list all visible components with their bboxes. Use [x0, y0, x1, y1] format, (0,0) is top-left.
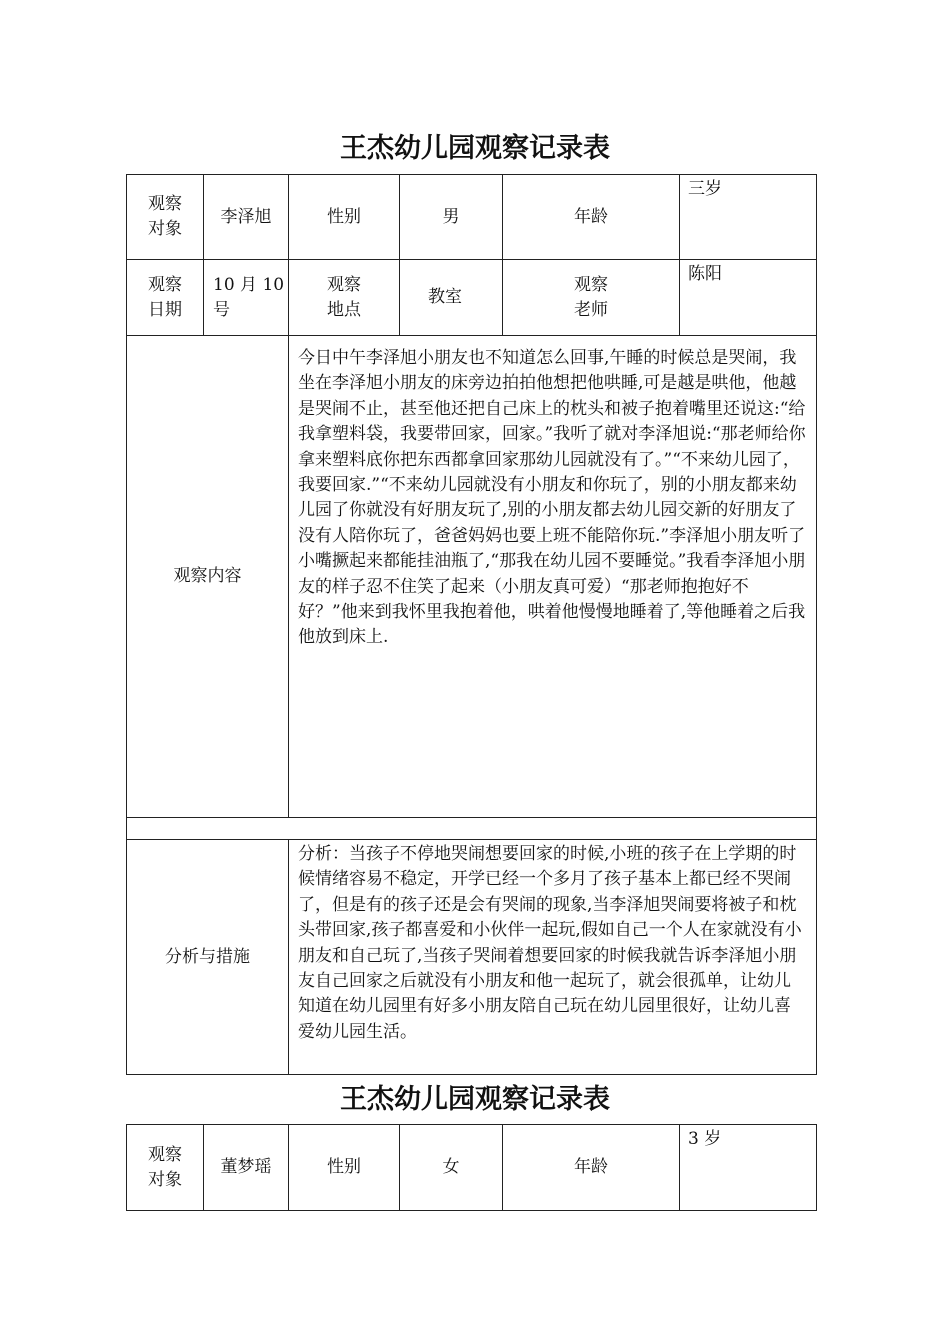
gender-label-2: 性别	[289, 1125, 400, 1211]
age-value: 三岁	[680, 175, 817, 260]
date-value: 10 月 10 号	[204, 260, 289, 336]
subject-label: 观察 对象	[127, 175, 204, 260]
age-label: 年龄	[503, 175, 680, 260]
analysis-label: 分析与措施	[127, 840, 289, 1075]
spacer-row	[127, 818, 817, 840]
gender-value-2: 女	[400, 1125, 503, 1211]
teacher-value: 陈阳	[680, 260, 817, 336]
subject-label-2: 观察 对象	[127, 1125, 204, 1211]
record-title: 王杰幼儿园观察记录表	[340, 133, 610, 164]
analysis-text: 分析：当孩子不停地哭闹想要回家的时候,小班的孩子在上学期的时候情绪容易不稳定，开学已经一个多月了孩子基本上都已经不哭闹了，但是有的孩子还是会有哭闹的现象,当李泽旭哭闹要将被子和枕头带回家,孩子都喜爱和小伙伴一起玩,假如自己一个人在家就没有小朋友和自己玩了,当孩子哭闹着想要回家的时候我就告诉李泽旭小朋友自己回家之后就没有小朋友和他一起玩了，就会很孤单，让幼儿知道在幼儿园里有好多小朋友陪自己玩在幼儿园里很好，让幼儿喜爱幼儿园生活。	[289, 840, 817, 1075]
date-label: 观察 日期	[127, 260, 204, 336]
age-value-2: 3 岁	[680, 1125, 817, 1211]
place-value: 教室	[400, 260, 503, 336]
content-text: 今日中午李泽旭小朋友也不知道怎么回事,午睡的时候总是哭闹，我坐在李泽旭小朋友的床旁边拍拍他想把他哄睡,可是越是哄他，他越是哭闹不止，甚至他还把自己床上的枕头和被子抱着嘴里还说这:“给我拿塑料袋，我要带回家，回家。”我听了就对李泽旭说:“那老师给你拿来塑料底你把东西都拿回家那幼儿园就没有了。”“不来幼儿园了，我要回家.”“不来幼儿园就没有小朋友和你玩了，别的小朋友都来幼儿园了你就没有好朋友玩了,别的小朋友都去幼儿园交新的好朋友了没有人陪你玩了，爸爸妈妈也要上班不能陪你玩.”李泽旭小朋友听了小嘴撅起来都能挂油瓶了,“那我在幼儿园不要睡觉。”我看李泽旭小朋友的样子忍不住笑了起来（小朋友真可爱）“那老师抱抱好不好？”他来到我怀里我抱着他，哄着他慢慢地睡着了,等他睡着之后我他放到床上.	[289, 336, 817, 818]
gender-value: 男	[400, 175, 503, 260]
content-label: 观察内容	[127, 336, 289, 818]
subject-value-2: 董梦瑶	[204, 1125, 289, 1211]
observation-table-2	[126, 1124, 817, 1211]
teacher-label: 观察 老师	[503, 260, 680, 336]
age-label-2: 年龄	[503, 1125, 680, 1211]
record-title-2: 王杰幼儿园观察记录表	[340, 1084, 610, 1115]
gender-label: 性别	[289, 175, 400, 260]
place-label: 观察 地点	[289, 260, 400, 336]
subject-value: 李泽旭	[204, 175, 289, 260]
observation-table	[126, 174, 817, 1075]
